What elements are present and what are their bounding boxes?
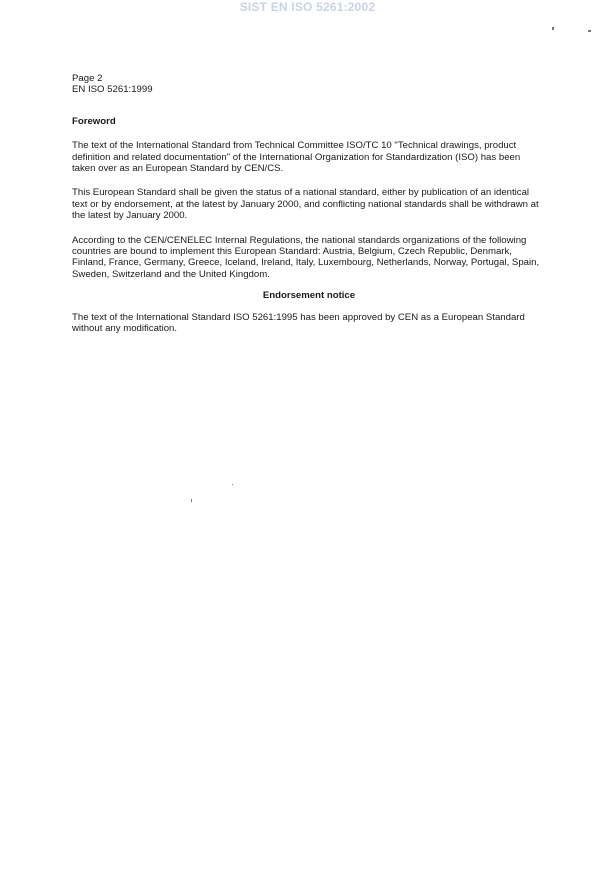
- page-number: Page 2: [72, 73, 103, 84]
- scan-speck: [232, 484, 233, 485]
- foreword-heading: Foreword: [72, 115, 116, 127]
- scan-speck: [588, 30, 591, 32]
- foreword-paragraph: The text of the International Standard from Technical Committee ISO/TC 10 "Technical drawings, product definition and related documentation" of the International Organization for Standardization (ISO) has been taken over as an European Standard by CEN/CS.: [72, 140, 521, 175]
- foreword-paragraph: This European Standard shall be given the status of a national standard, either by publication of an identical text or by endorsement, at the latest by January 2000, and conflicting national standards shall be withdrawn at the latest by January 2000.: [72, 187, 539, 222]
- scan-speck: [552, 27, 554, 30]
- standard-reference: EN ISO 5261:1999: [72, 84, 153, 96]
- foreword-paragraph: According to the CEN/CENELEC Internal Regulations, the national standards organizations of the following countries are bound to implement this European Standard: Austria, Belgium, Czech Republic, Denmark, Finland, France, Germany, Greece, Iceland, Ireland, Italy, Luxembourg, Netherlands, Norway, Portugal, Spain, Sweden, Switzerland and the United Kingdom.: [72, 234, 540, 280]
- scan-speck: [191, 499, 192, 502]
- endorsement-heading: Endorsement notice: [262, 290, 356, 302]
- document-page: [72, 73, 546, 335]
- watermark: SIST EN ISO 5261:2002: [239, 0, 376, 14]
- endorsement-paragraph: The text of the International Standard ISO 5261:1995 has been approved by CEN as a European Standard without any modification.: [72, 311, 525, 335]
